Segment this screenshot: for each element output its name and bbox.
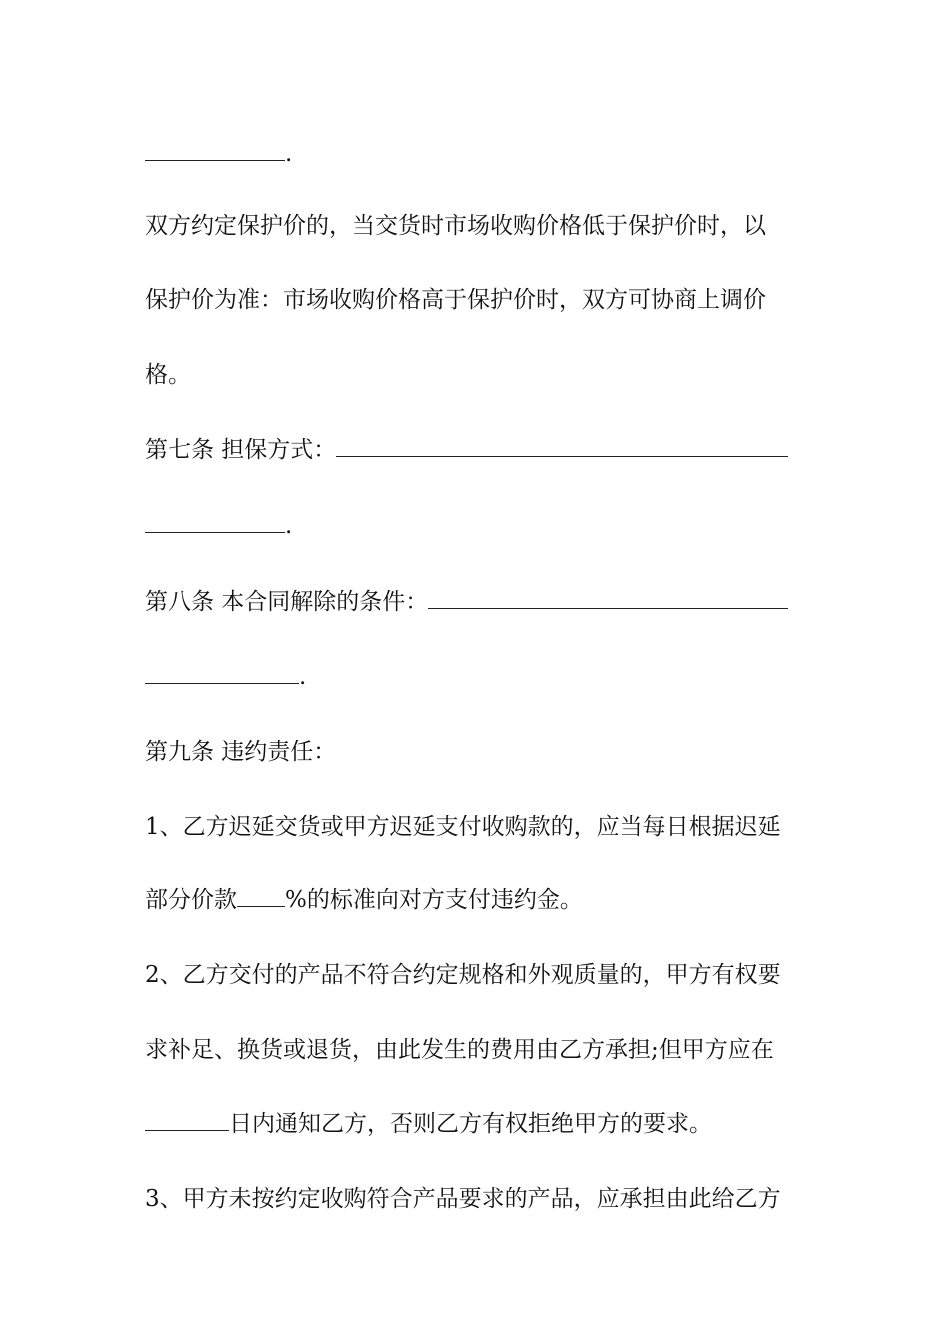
paragraph-line: 3、甲方未按约定收购符合产品要求的产品，应承担由此给乙方 [145,1186,781,1212]
fill-in-blank [145,140,285,161]
line-end-text: %的标准向对方支付违约金。 [285,887,583,913]
line-end-text: . [285,141,293,167]
line-end-text: . [285,513,293,539]
line-start-text: 部分价款 [145,887,237,913]
line-end-text: . [299,664,307,690]
paragraph-line: 1、乙方迟延交货或甲方迟延支付收购款的，应当每日根据迟延 [145,814,781,840]
article-8-label: 第八条 本合同解除的条件： [145,589,429,615]
paragraph-line: 格。 [145,362,191,388]
paragraph-line: 保护价为准：市场收购价格高于保护价时，双方可协商上调价 [145,287,766,313]
article-8-heading [145,586,810,618]
article-7-heading [145,434,810,466]
paragraph-line: 2、乙方交付的产品不符合约定规格和外观质量的，甲方有权要 [145,962,781,988]
line-end-text: 日内通知乙方，否则乙方有权拒绝甲方的要求。 [229,1111,712,1137]
blank-line-continuation [145,138,810,170]
article-7-label: 第七条 担保方式： [145,437,337,463]
blank-line-continuation [145,510,810,542]
article-9-heading: 第九条 违约责任： [145,739,337,765]
paragraph-line [145,884,810,916]
fill-in-blank [237,886,285,907]
fill-in-blank [145,663,299,684]
paragraph-line [145,1108,810,1140]
blank-line-continuation [145,661,810,693]
paragraph-line: 双方约定保护价的，当交货时市场收购价格低于保护价时，以 [145,213,766,239]
fill-in-blank [145,512,285,533]
paragraph-line: 求补足、换货或退货，由此发生的费用由乙方承担;但甲方应在 [145,1037,774,1063]
fill-in-blank [428,588,788,609]
fill-in-blank [336,436,788,457]
fill-in-blank [145,1110,229,1131]
